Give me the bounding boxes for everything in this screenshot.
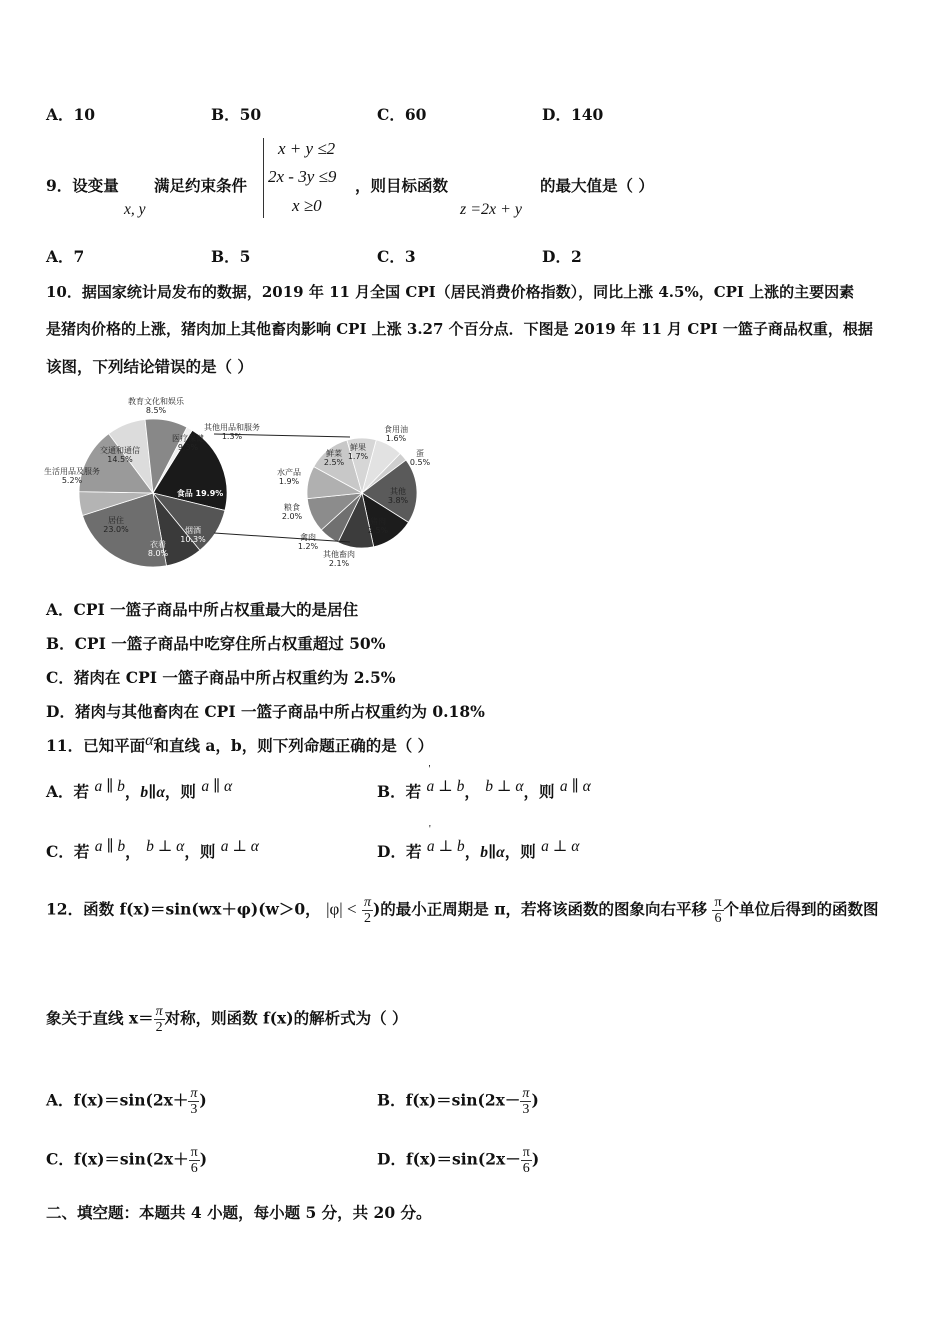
q11-option-c — [46, 840, 259, 862]
q12-a-den: 3 — [190, 1102, 198, 1117]
sub-label-2: 其他 3.8% — [387, 487, 409, 505]
q12-frac-pi-2b — [154, 1004, 165, 1035]
q11-c-sep-2: ，则 — [184, 842, 216, 861]
q11-b-conclusion: a ∥ α — [559, 778, 591, 795]
main-label-0: 食品 19.9% — [176, 489, 224, 498]
main-label-3: 居住 23.0% — [103, 516, 129, 534]
q9-after: ，则目标函数 — [355, 176, 449, 195]
q10-line-1: 10．据国家统计局发布的数据，2019 年 11 月全国 CPI（居民消费价格指数），同比上涨 4.5%，CPI 上涨的主要因素 — [46, 283, 855, 301]
q11-a-sep-1: ， — [124, 782, 141, 801]
q12-frac-1-den: 2 — [363, 911, 371, 926]
q10-option-c: C．猪肉在 CPI 一篮子商品中所占权重约为 2.5% — [46, 668, 396, 687]
q10-line-3: 该图，下列结论错误的是（ ） — [46, 357, 253, 376]
main-label-8: 其他用品和服务 1.3% — [204, 423, 260, 441]
q9-option-d: D．2 — [542, 247, 582, 266]
q11-c-conclusion: a ⊥ α — [220, 838, 259, 855]
section-2-heading: 二、填空题：本题共 4 小题，每小题 5 分，共 20 分。 — [46, 1203, 432, 1222]
q9-constraint-3: x ≥0 — [292, 196, 322, 215]
sub-label-5: 禽肉 1.2% — [297, 533, 319, 551]
q11-d-conclusion: a ⊥ α — [541, 838, 580, 855]
q11-c-sep-1: ， — [125, 842, 141, 861]
q10-option-b: B．CPI 一篮子商品中吃穿住所占权重超过 50% — [46, 634, 386, 653]
sub-label-1: 蛋 0.5% — [409, 449, 431, 467]
q11-option-d — [377, 840, 579, 862]
main-label-4: 生活用品及服务 5.2% — [44, 467, 100, 485]
q12-c-close: ) — [199, 1149, 208, 1169]
q12-frac-3-num: π — [155, 1004, 163, 1019]
q12-b-close: ) — [531, 1090, 539, 1110]
sub-label-7: 水产品 1.9% — [277, 468, 301, 486]
sub-label-4: 其他畜肉 2.1% — [323, 550, 355, 568]
q11-d-premise-1: ' a ⊥ b — [427, 837, 465, 856]
q9-vars: x, y — [124, 201, 146, 218]
q11-stem-a: 11．已知平面 — [46, 736, 146, 755]
q9-option-a: A．7 — [46, 247, 85, 266]
q8-option-b: B．50 — [211, 105, 262, 124]
q12-b-den: 3 — [522, 1102, 530, 1117]
q11-a-premise-1: a ∥ b — [94, 778, 125, 795]
cpi-weight-pie-chart — [40, 390, 460, 580]
q11-d-label: D．若 — [377, 842, 422, 861]
q11-a-sep-2: ，则 — [164, 782, 196, 801]
q10-option-d: D．猪肉与其他畜肉在 CPI 一篮子商品中所占权重约为 0.18% — [46, 702, 485, 721]
q12-text-5: 对称，则函数 f(x)的解析式为（ ） — [164, 1008, 408, 1028]
sub-label-6: 粮食 2.0% — [281, 503, 303, 521]
q11-d-sep-1: ， — [464, 842, 481, 861]
q8-option-c: C．60 — [377, 105, 427, 124]
q11-d-sep-2: ，则 — [504, 842, 536, 861]
q12-line-2 — [46, 1004, 408, 1035]
q11-b-sep-2: ，则 — [523, 782, 555, 801]
main-label-1: 烟酒 10.3% — [180, 526, 206, 544]
q12-d-text: D．f(x)＝sin(2x－ — [377, 1149, 521, 1169]
q11-a-label: A．若 — [46, 782, 90, 801]
main-label-7: 医疗保健 9.3% — [172, 434, 204, 452]
sub-label-3: 猪肉 2.5% — [367, 517, 389, 535]
q11-a-conclusion: a ∥ α — [201, 778, 233, 795]
sub-label-9: 鲜果 1.7% — [347, 443, 369, 461]
q12-a-text: A．f(x)＝sin(2x＋ — [46, 1090, 189, 1110]
q11-alpha: α — [145, 732, 154, 749]
q11-b-premise-1: ' a ⊥ b — [427, 777, 465, 796]
q9-suffix: 的最大值是（ ） — [540, 176, 654, 195]
main-label-2: 衣着 8.0% — [147, 540, 169, 558]
q12-b-num: π — [522, 1086, 530, 1101]
sub-label-0: 食用油 1.6% — [384, 425, 408, 443]
q12-text-4: 象关于直线 x＝ — [46, 1008, 154, 1028]
q12-a-close: ) — [199, 1090, 207, 1110]
sub-label-8: 鲜菜 2.5% — [323, 449, 345, 467]
q10-line-2: 是猪肉价格的上涨，猪肉加上其他畜肉影响 CPI 上涨 3.27 个百分点．下图是 2019 年 11 月 CPI 一篮子商品权重，根据 — [46, 320, 873, 338]
q12-c-num: π — [190, 1145, 198, 1160]
q11-option-b — [377, 780, 591, 802]
q12-d-close: ) — [531, 1149, 540, 1169]
q11-c-premise-1: a ∥ b — [94, 838, 126, 855]
q12-text-1: 12．函数 f(x)＝sin(wx＋φ)(w＞0， — [46, 899, 321, 919]
constraint-brace — [263, 138, 264, 218]
q12-option-d — [377, 1145, 539, 1176]
q10-option-a: A．CPI 一篮子商品中所占权重最大的是居住 — [46, 600, 359, 619]
q11-stem — [46, 734, 433, 756]
q12-option-b — [377, 1086, 539, 1117]
q11-b-label: B．若 — [377, 782, 422, 801]
q12-c-den: 6 — [190, 1161, 198, 1176]
q12-frac-3-den: 2 — [155, 1020, 163, 1035]
q11-c-label: C．若 — [46, 842, 90, 861]
q11-b-sep-1: ， — [464, 782, 480, 801]
q8-option-a: A．10 — [46, 105, 96, 124]
q11-c-premise-2: b ⊥ α — [146, 838, 185, 855]
q11-a-premise-2: b∥α — [140, 784, 165, 801]
q11-d-premise-2: b∥α — [480, 844, 505, 861]
q11-b-premise-2: b ⊥ α — [485, 778, 524, 795]
main-label-6: 教育文化和娱乐 8.5% — [128, 397, 184, 415]
q12-frac-1-num: π — [363, 895, 371, 910]
q12-line-1 — [46, 895, 879, 926]
main-label-5: 交通和通信 14.5% — [100, 446, 140, 464]
q9-prefix: 9．设变量 — [46, 176, 119, 195]
q12-d-num: π — [522, 1145, 530, 1160]
q12-frac-pi-2 — [362, 895, 373, 926]
q12-a-num: π — [190, 1086, 198, 1101]
q12-abs-phi: |φ| < — [326, 899, 357, 919]
q12-text-3: 个单位后得到的函数图 — [723, 899, 879, 919]
q12-frac-2-den: 6 — [714, 911, 722, 926]
q12-frac-pi-6 — [712, 895, 723, 926]
q12-frac-2-num: π — [714, 895, 722, 910]
q9-constraint-2: 2x - 3y ≤9 — [268, 167, 337, 186]
q12-text-2: )的最小正周期是 π，若将该函数的图象向右平移 — [372, 899, 708, 919]
q12-b-text: B．f(x)＝sin(2x－ — [377, 1090, 521, 1110]
q9-option-c: C．3 — [377, 247, 416, 266]
q9-constraint-1: x + y ≤2 — [278, 139, 336, 158]
q8-option-d: D．140 — [542, 105, 604, 124]
q11-stem-b: 和直线 a，b，则下列命题正确的是（ ） — [153, 736, 434, 755]
q9-objective: z =2x + y — [460, 201, 523, 218]
q12-d-den: 6 — [522, 1161, 530, 1176]
q12-option-a — [46, 1086, 207, 1117]
q11-option-a — [46, 780, 232, 802]
q12-c-text: C．f(x)＝sin(2x＋ — [46, 1149, 189, 1169]
q9-option-b: B．5 — [211, 247, 251, 266]
q12-option-c — [46, 1145, 207, 1176]
q9-mid: 满足约束条件 — [154, 176, 248, 195]
